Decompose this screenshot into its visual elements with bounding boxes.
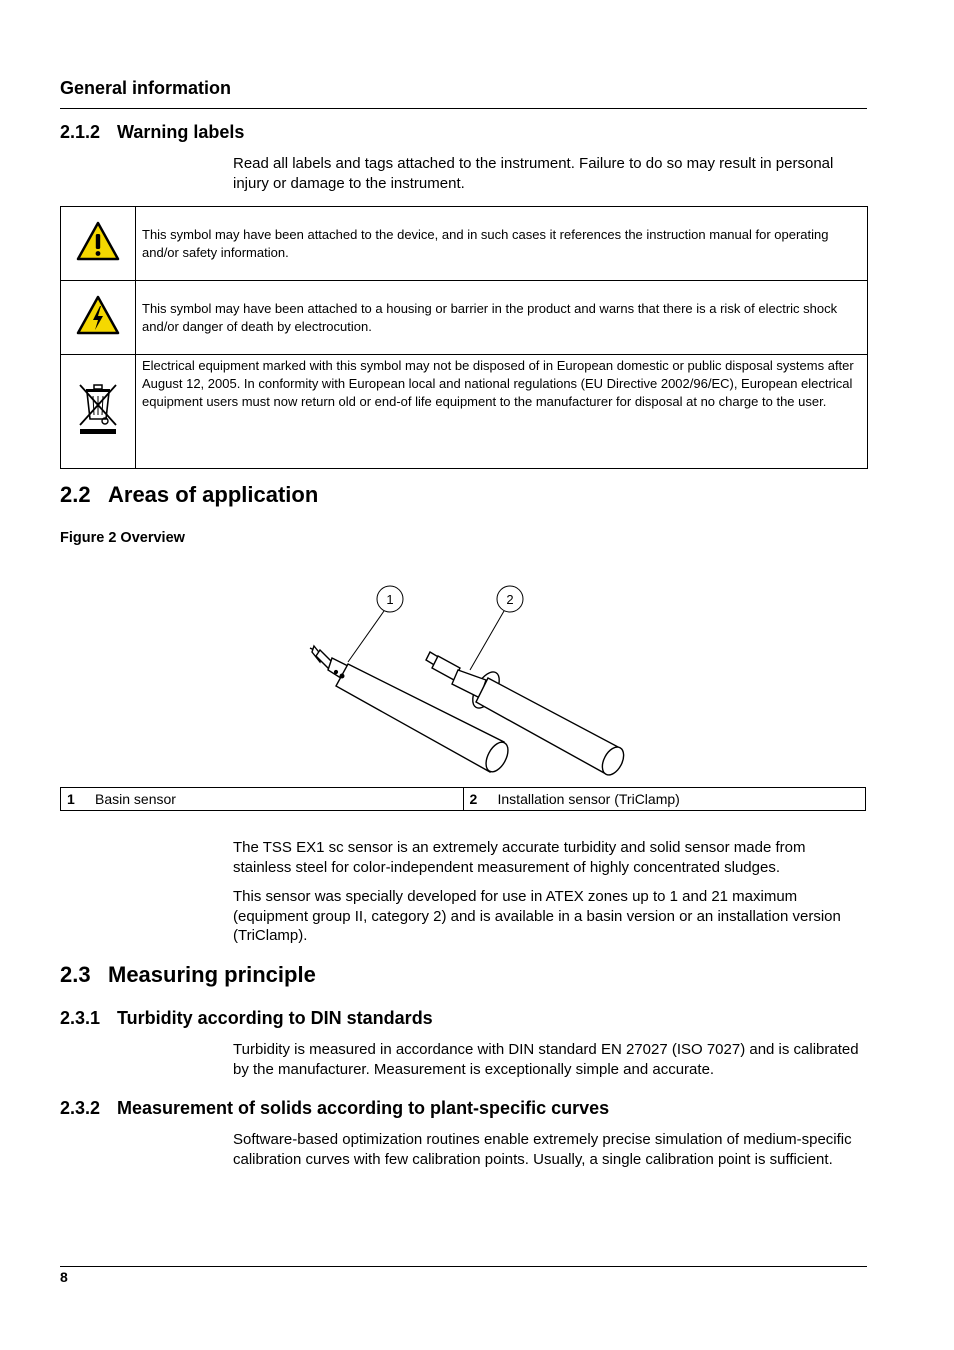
heading-number: 2.3.2 xyxy=(60,1098,101,1118)
heading-number: 2.1.2 xyxy=(60,122,101,142)
table-cell-icon xyxy=(61,281,136,355)
paragraph: Software-based optimization routines enable extremely precise simulation of medium-specific calibration curves with few calibration points. Usually, a single calibration point is sufficient. xyxy=(233,1131,852,1168)
legend-item xyxy=(61,788,464,811)
table-row xyxy=(61,281,868,355)
legend-label: Installation sensor (TriClamp) xyxy=(497,791,680,807)
sensor-overview-figure xyxy=(290,580,650,780)
legend-number: 1 xyxy=(67,791,75,807)
table-cell-icon xyxy=(61,355,136,469)
table-cell-text: Electrical equipment marked with this symbol may not be disposed of in European domestic or public disposal systems after August 12, 2005. In conformity with European local and national regulations (EU Directive 2002/96/EC), European electrical equipment users must now return old or end-of life equipment to the manufacturer for disposal at no charge to the user. xyxy=(136,355,868,469)
warning-labels-table xyxy=(60,206,868,469)
table-cell-text: This symbol may have been attached to a housing or barrier in the product and warns that there is a risk of electric shock and/or danger of death by electrocution. xyxy=(136,281,868,355)
heading-number: 2.3.1 xyxy=(60,1008,101,1028)
heading-number: 2.3 xyxy=(60,962,91,987)
warning-intro xyxy=(233,154,867,193)
heading-2-3-2 xyxy=(60,1098,609,1119)
figure-legend-table xyxy=(60,787,866,811)
paragraph: The TSS EX1 sc sensor is an extremely accurate turbidity and solid sensor made from stainless steel for color-independent measurement of highly concentrated sludges. xyxy=(233,839,806,876)
heading-2-1-2 xyxy=(60,122,244,143)
weee-crossed-bin-icon xyxy=(75,381,121,437)
table-cell-text: This symbol may have been attached to the device, and in such cases it references the instruction manual for operating and/or safety information. xyxy=(136,207,868,281)
table-row xyxy=(61,207,868,281)
heading-number: 2.2 xyxy=(60,482,91,507)
header-rule xyxy=(60,108,867,109)
callout-leader-2 xyxy=(470,611,504,670)
turbidity-text xyxy=(233,1040,867,1079)
heading-2-3 xyxy=(60,962,316,988)
paragraph: Turbidity is measured in accordance with DIN standard EN 27027 (ISO 7027) and is calibrated by the manufacturer. Measurement is exceptionally simple and accurate. xyxy=(233,1041,859,1078)
electrical-hazard-icon xyxy=(75,294,121,336)
figure-caption: Figure 2 Overview xyxy=(60,530,185,546)
basin-sensor-drawing xyxy=(310,646,512,775)
solids-text xyxy=(233,1130,867,1169)
application-text xyxy=(233,838,867,946)
table-row xyxy=(61,788,866,811)
page-number: 8 xyxy=(60,1269,68,1285)
installation-sensor-drawing xyxy=(426,652,628,778)
warning-triangle-icon xyxy=(75,220,121,262)
footer-rule xyxy=(60,1266,867,1267)
callout-leader-1 xyxy=(348,611,384,662)
heading-text: Measuring principle xyxy=(108,962,316,987)
legend-number: 2 xyxy=(469,791,478,807)
table-cell-icon xyxy=(61,207,136,281)
heading-text: Areas of application xyxy=(108,482,319,507)
heading-2-3-1 xyxy=(60,1008,433,1029)
legend-item xyxy=(463,788,866,811)
running-header: General information xyxy=(60,78,232,98)
table-row xyxy=(61,355,868,469)
paragraph: This sensor was specially developed for use in ATEX zones up to 1 and 21 maximum (equipment group II, category 2) and is available in a basin version or an installation version (TriClamp). xyxy=(233,888,841,944)
heading-2-2 xyxy=(60,482,318,508)
heading-text: Measurement of solids according to plant-specific curves xyxy=(117,1098,610,1118)
legend-label: Basin sensor xyxy=(95,791,176,807)
heading-text: Turbidity according to DIN standards xyxy=(117,1008,433,1028)
callout-label-1: 1 xyxy=(386,592,394,607)
callout-label-2: 2 xyxy=(506,592,514,607)
paragraph: Read all labels and tags attached to the instrument. Failure to do so may result in personal injury or damage to the instrument. xyxy=(233,155,834,192)
heading-text: Warning labels xyxy=(117,122,245,142)
